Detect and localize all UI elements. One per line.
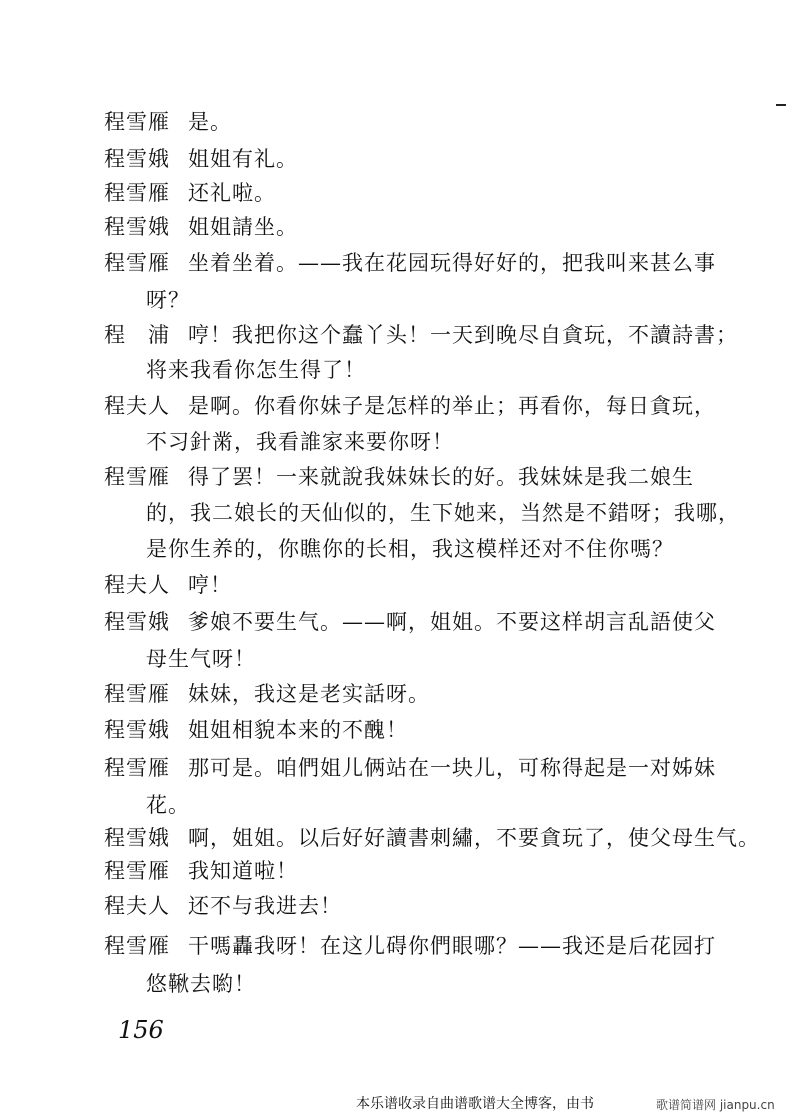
dialogue-text: 姐姐請坐。: [188, 215, 298, 239]
dialogue-text: 坐着坐着。——我在花园玩得好好的，把我叫来甚么事: [188, 251, 716, 275]
margin-mark: [776, 104, 786, 106]
line-4: [104, 211, 298, 241]
dialogue-text: 是。: [188, 110, 232, 134]
speaker-name: 程雪娥: [104, 610, 170, 634]
line-14: [104, 822, 760, 852]
line-1: [104, 106, 232, 136]
line-8-cont2: 是你生养的，你瞧你的长相，我这模样还对不住你嗎？: [146, 537, 674, 561]
speaker-name: 程雪雁: [104, 110, 170, 134]
line-2: [104, 143, 298, 173]
dialogue-text: 那可是。咱們姐儿俩站在一块儿，可称得起是一对姊妹: [188, 756, 716, 780]
speaker-name: 程 浦: [104, 323, 170, 347]
speaker-name: 程夫人: [104, 894, 170, 918]
line-8: [104, 461, 694, 491]
speaker-name: 程雪雁: [104, 251, 170, 275]
dialogue-text: 妹妹，我这是老实話呀。: [188, 682, 430, 706]
dialogue-text: 还不与我进去！: [188, 894, 342, 918]
dialogue-text: 哼！我把你这个蠢丫头！一天到晚尽自貪玩，不讀詩書；: [188, 323, 738, 347]
line-7: [104, 390, 716, 420]
line-6-cont: 将来我看你怎生得了！: [146, 358, 366, 382]
speaker-name: 程夫人: [104, 394, 170, 418]
line-16: [104, 890, 342, 920]
speaker-name: 程雪雁: [104, 682, 170, 706]
dialogue-text: 姐姐相貌本来的不醜！: [188, 718, 408, 742]
speaker-name: 程雪娥: [104, 215, 170, 239]
speaker-name: 程雪雁: [104, 859, 170, 883]
dialogue-text: 我知道啦！: [188, 859, 298, 883]
line-10: [104, 606, 716, 636]
line-9: [104, 569, 232, 599]
dialogue-text: 姐姐有礼。: [188, 147, 298, 171]
line-17: [104, 930, 716, 960]
line-11: [104, 678, 430, 708]
speaker-name: 程雪雁: [104, 934, 170, 958]
dialogue-text: 爹娘不要生气。——啊，姐姐。不要这样胡言乱語使父: [188, 610, 716, 634]
line-13-cont: 花。: [146, 793, 190, 817]
line-10-cont: 母生气呀！: [146, 647, 256, 671]
line-17-cont: 悠鞦去喲！: [146, 972, 256, 996]
dialogue-text: 得了罢！一来就說我妹妹长的好。我妹妹是我二娘生: [188, 465, 694, 489]
dialogue-text: 干嗎轟我呀！在这儿碍你們眼哪？——我还是后花园打: [188, 934, 716, 958]
speaker-name: 程雪雁: [104, 465, 170, 489]
speaker-name: 程雪娥: [104, 147, 170, 171]
footer-caption: 本乐谱收录自曲谱歌谱大全博客，由书: [356, 1096, 594, 1112]
line-7-cont: 不习針黹，我看誰家来要你呀！: [146, 430, 454, 454]
line-8-cont: 的，我二娘长的天仙似的，生下她来，当然是不錯呀；我哪，: [146, 501, 740, 525]
dialogue-text: 啊，姐姐。以后好好讀書刺繡，不要貪玩了，使父母生气。: [188, 826, 760, 850]
line-6: [104, 319, 738, 349]
dialogue-text: 还礼啦。: [188, 181, 276, 205]
speaker-name: 程雪雁: [104, 756, 170, 780]
speaker-name: 程夫人: [104, 573, 170, 597]
line-13: [104, 752, 716, 782]
dialogue-text: 哼！: [188, 573, 232, 597]
watermark-logo: 歌谱简谱网 jianpu.cn: [656, 1098, 775, 1112]
speaker-name: 程雪娥: [104, 718, 170, 742]
line-5: [104, 247, 716, 277]
line-15: [104, 855, 298, 885]
line-12: [104, 714, 408, 744]
speaker-name: 程雪娥: [104, 826, 170, 850]
dialogue-text: 是啊。你看你妹子是怎样的举止；再看你，每日貪玩，: [188, 394, 716, 418]
line-5-cont: 呀？: [146, 288, 190, 312]
speaker-name: 程雪雁: [104, 181, 170, 205]
page-number: 156: [118, 1016, 164, 1044]
line-3: [104, 177, 276, 207]
